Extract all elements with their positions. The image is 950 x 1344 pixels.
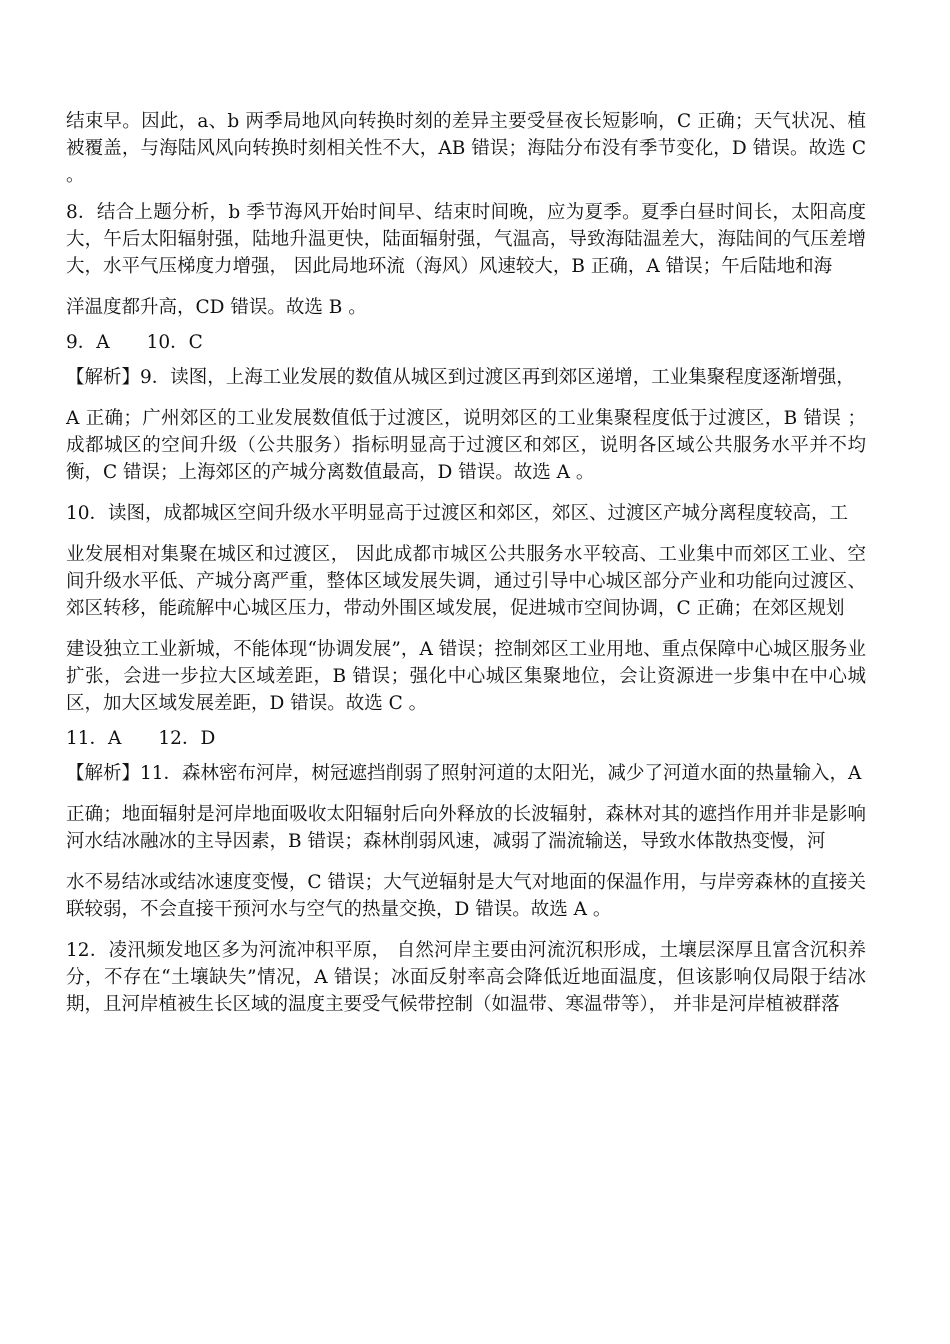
- paragraph-q9-analysis-start: 【解析】9．读图，上海工业发展的数值从城区到过渡区再到郊区递增，工业集聚程度逐渐增强，: [66, 367, 855, 388]
- paragraph-q8-conclusion: 洋温度都升高，CD 错误。故选 B 。: [66, 297, 367, 318]
- paragraph-q12-analysis: 12．凌汛频发地区多为河流冲积平原， 自然河岸主要由河流沉积形成，土壤层深厚且富含沉积养分，不存在“土壤缺失”情况，A 错误；冰面反射率高会降低近地面温度，但该影响仅局限于结冰期，且河岸植被生长区域的温度主要受气候带控制（如温带、寒温带等）， 并非是河岸植被群落: [66, 940, 866, 1015]
- paragraph-q11-conclusion: 水不易结冰或结冰速度变慢，C 错误；大气逆辐射是大气对地面的保温作用，与岸旁森林的直接关联较弱，不会直接干预河水与空气的热量交换，D 错误。故选 A 。: [66, 872, 866, 920]
- paragraph-q7-conclusion: 结束早。因此，a、b 两季局地风向转换时刻的差异主要受昼夜长短影响，C 正确；天气状况、植 被覆盖，与海陆风风向转换时刻相关性不大，AB 错误；海陆分布没有季节变化，D 错误。故选 C 。: [66, 111, 866, 186]
- paragraph-q10-analysis: 业发展相对集聚在城区和过渡区， 因此成都市城区公共服务水平较高、工业集中而郊区工业、空间升级水平低、产城分离严重，整体区域发展失调，通过引导中心城区部分产业和功能向过渡区、郊区转移，能疏解中心城区压力，带动外围区域发展，促进城市空间协调，C 正确；在郊区规划: [66, 544, 866, 619]
- paragraph-q11-analysis: 正确；地面辐射是河岸地面吸收太阳辐射后向外释放的长波辐射，森林对其的遮挡作用并非是影响河水结冰融冰的主导因素，B 错误；森林削弱风速，减弱了湍流输送，导致水体散热变慢，河: [66, 804, 866, 852]
- paragraph-q9-analysis: A 正确；广州郊区的工业发展数值低于过渡区，说明郊区的工业集聚程度低于过渡区，B 错误 ；成都城区的空间升级（公共服务）指标明显高于过渡区和郊区，说明各区域公共服务水平并不均衡，C 错误；上海郊区的产城分离数值最高，D 错误。故选 A 。: [66, 408, 866, 483]
- paragraph-q11-analysis-start: 【解析】11．森林密布河岸，树冠遮挡削弱了照射河道的太阳光，减少了河道水面的热量输入，A: [66, 763, 862, 784]
- document-page: [66, 108, 866, 1018]
- answer-line-11-12: 11．A 12．D: [66, 728, 216, 749]
- paragraph-q10-analysis-start: 10．读图，成都城区空间升级水平明显高于过渡区和郊区，郊区、过渡区产城分离程度较高，工: [66, 503, 849, 524]
- paragraph-q8-analysis: 8．结合上题分析，b 季节海风开始时间早、结束时间晚，应为夏季。夏季白昼时间长，太阳高度大，午后太阳辐射强，陆地升温更快，陆面辐射强，气温高，导致海陆温差大，海陆间的气压差增大，水平气压梯度力增强， 因此局地环流（海风）风速较大，B 正确，A 错误；午后陆地和海: [66, 202, 866, 277]
- paragraph-q10-conclusion: 建设独立工业新城，不能体现“协调发展”，A 错误；控制郊区工业用地、重点保障中心城区服务业扩张，会进一步拉大区域差距，B 错误；强化中心城区集聚地位，会让资源进一步集中在中心城区，加大区域发展差距，D 错误。故选 C 。: [66, 639, 866, 714]
- answer-line-9-10: 9．A 10．C: [66, 332, 203, 353]
